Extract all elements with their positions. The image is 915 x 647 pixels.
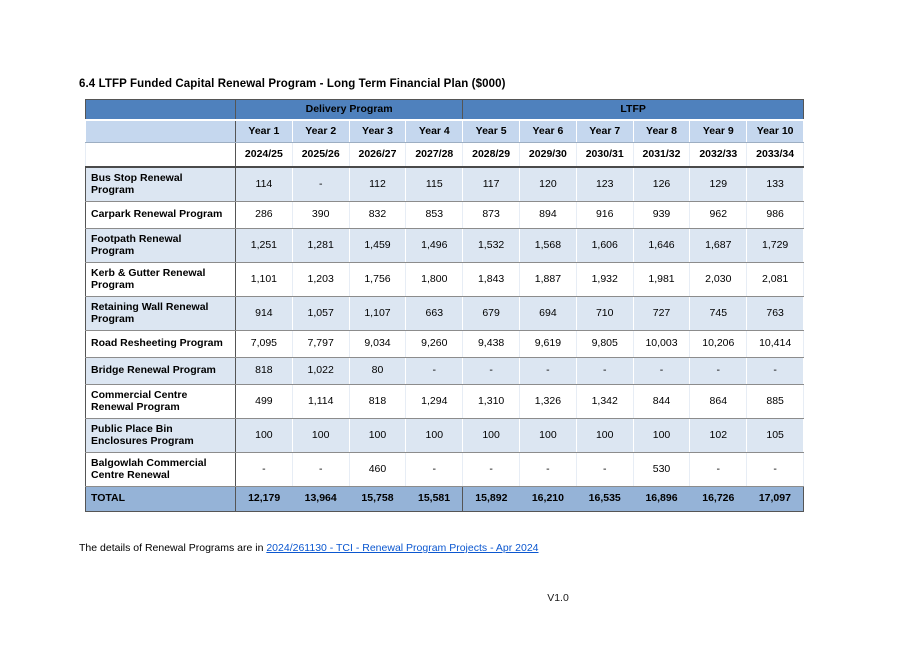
version-label: V1.0 [547, 592, 569, 604]
financial-year-header-cell: 2033/34 [747, 143, 804, 167]
value-cell: 1,310 [463, 384, 520, 418]
program-row [86, 201, 804, 228]
program-row [86, 228, 804, 262]
value-cell: 1,646 [633, 228, 690, 262]
value-cell: 763 [747, 296, 804, 330]
value-cell: 1,887 [520, 262, 577, 296]
value-cell: 914 [236, 296, 293, 330]
value-cell: 102 [690, 418, 747, 452]
value-cell: 1,022 [292, 357, 349, 384]
value-cell: 9,034 [349, 330, 406, 357]
value-cell: 2,081 [747, 262, 804, 296]
ltfp-renewal-program-table [85, 99, 804, 512]
value-cell: 9,805 [576, 330, 633, 357]
value-cell: 100 [633, 418, 690, 452]
value-cell: 962 [690, 201, 747, 228]
value-cell: 1,057 [292, 296, 349, 330]
value-cell: 853 [406, 201, 463, 228]
value-cell: - [576, 357, 633, 384]
value-cell: 9,260 [406, 330, 463, 357]
value-cell: 100 [349, 418, 406, 452]
program-row [86, 418, 804, 452]
total-value-cell: 16,535 [576, 486, 633, 511]
value-cell: - [463, 357, 520, 384]
program-label-cell: Retaining Wall Renewal Program [86, 296, 236, 330]
value-cell: 100 [292, 418, 349, 452]
financial-year-header-cell: 2030/31 [576, 143, 633, 167]
year-header-cell: Year 6 [520, 120, 577, 143]
value-cell: 844 [633, 384, 690, 418]
value-cell: 100 [520, 418, 577, 452]
value-cell: 679 [463, 296, 520, 330]
value-cell: 1,606 [576, 228, 633, 262]
value-cell: - [292, 452, 349, 486]
total-value-cell: 16,896 [633, 486, 690, 511]
value-cell: 1,101 [236, 262, 293, 296]
band-corner-cell [86, 100, 236, 120]
value-cell: 460 [349, 452, 406, 486]
program-label-cell: Public Place Bin Enclosures Program [86, 418, 236, 452]
value-cell: 105 [747, 418, 804, 452]
value-cell: 1,294 [406, 384, 463, 418]
financial-year-header-cell: 2029/30 [520, 143, 577, 167]
footer-text: The details of Renewal Programs are in [79, 542, 267, 554]
program-label-cell: Bus Stop Renewal Program [86, 167, 236, 202]
value-cell: 1,800 [406, 262, 463, 296]
value-cell: 126 [633, 167, 690, 202]
value-cell: 2,030 [690, 262, 747, 296]
value-cell: 100 [463, 418, 520, 452]
value-cell: 745 [690, 296, 747, 330]
program-label-cell: Kerb & Gutter Renewal Program [86, 262, 236, 296]
program-label-cell: Road Resheeting Program [86, 330, 236, 357]
total-value-cell: 16,210 [520, 486, 577, 511]
value-cell: - [406, 452, 463, 486]
value-cell: 120 [520, 167, 577, 202]
value-cell: 1,459 [349, 228, 406, 262]
financial-year-header-cell: 2032/33 [690, 143, 747, 167]
value-cell: 129 [690, 167, 747, 202]
value-cell: 1,114 [292, 384, 349, 418]
value-cell: 864 [690, 384, 747, 418]
financial-year-header-cell: 2031/32 [633, 143, 690, 167]
value-cell: 663 [406, 296, 463, 330]
program-row [86, 296, 804, 330]
value-cell: 1,251 [236, 228, 293, 262]
program-row [86, 452, 804, 486]
total-value-cell: 12,179 [236, 486, 293, 511]
program-label-cell: Balgowlah Commercial Centre Renewal [86, 452, 236, 486]
value-cell: 80 [349, 357, 406, 384]
value-cell: 100 [236, 418, 293, 452]
program-row [86, 384, 804, 418]
program-row [86, 357, 804, 384]
financial-year-header-cell: 2024/25 [236, 143, 293, 167]
value-cell: 873 [463, 201, 520, 228]
year-header-cell: Year 3 [349, 120, 406, 143]
value-cell: - [633, 357, 690, 384]
value-cell: 694 [520, 296, 577, 330]
value-cell: - [690, 452, 747, 486]
value-cell: 939 [633, 201, 690, 228]
program-row [86, 167, 804, 202]
value-cell: 727 [633, 296, 690, 330]
year-header-cell: Year 7 [576, 120, 633, 143]
value-cell: 1,342 [576, 384, 633, 418]
total-value-cell: 15,892 [463, 486, 520, 511]
renewal-projects-link[interactable]: 2024/261130 - TCI - Renewal Program Projects - Apr 2024 [266, 542, 539, 554]
value-cell: 123 [576, 167, 633, 202]
value-cell: 1,107 [349, 296, 406, 330]
value-cell: 1,687 [690, 228, 747, 262]
value-cell: 916 [576, 201, 633, 228]
value-cell: 832 [349, 201, 406, 228]
value-cell: 1,326 [520, 384, 577, 418]
value-cell: 390 [292, 201, 349, 228]
financial-year-header-cell: 2026/27 [349, 143, 406, 167]
value-cell: 1,729 [747, 228, 804, 262]
total-label-cell: TOTAL [86, 486, 236, 511]
total-value-cell: 13,964 [292, 486, 349, 511]
value-cell: - [406, 357, 463, 384]
value-cell: 1,203 [292, 262, 349, 296]
program-row [86, 262, 804, 296]
year-header-cell: Year 2 [292, 120, 349, 143]
value-cell: - [747, 357, 804, 384]
value-cell: 1,981 [633, 262, 690, 296]
value-cell: 112 [349, 167, 406, 202]
total-value-cell: 17,097 [747, 486, 804, 511]
total-value-cell: 15,758 [349, 486, 406, 511]
band-header-ltfp: LTFP [463, 100, 804, 120]
year-header-cell: Year 5 [463, 120, 520, 143]
year-header-row [86, 120, 804, 143]
financial-year-corner-cell [86, 143, 236, 167]
total-value-cell: 16,726 [690, 486, 747, 511]
year-header-cell: Year 8 [633, 120, 690, 143]
value-cell: 1,568 [520, 228, 577, 262]
year-header-cell: Year 1 [236, 120, 293, 143]
value-cell: 1,281 [292, 228, 349, 262]
value-cell: 117 [463, 167, 520, 202]
value-cell: 10,206 [690, 330, 747, 357]
page-title: 6.4 LTFP Funded Capital Renewal Program - Long Term Financial Plan ($000) [79, 78, 506, 90]
value-cell: 499 [236, 384, 293, 418]
value-cell: - [520, 357, 577, 384]
value-cell: 530 [633, 452, 690, 486]
program-row [86, 330, 804, 357]
financial-year-header-cell: 2027/28 [406, 143, 463, 167]
value-cell: 818 [349, 384, 406, 418]
value-cell: 286 [236, 201, 293, 228]
value-cell: 885 [747, 384, 804, 418]
financial-year-header-cell: 2028/29 [463, 143, 520, 167]
value-cell: 1,843 [463, 262, 520, 296]
value-cell: 100 [406, 418, 463, 452]
value-cell: 10,003 [633, 330, 690, 357]
program-label-cell: Commercial Centre Renewal Program [86, 384, 236, 418]
value-cell: 115 [406, 167, 463, 202]
year-header-cell: Year 4 [406, 120, 463, 143]
program-label-cell: Footpath Renewal Program [86, 228, 236, 262]
value-cell: 1,532 [463, 228, 520, 262]
value-cell: 10,414 [747, 330, 804, 357]
year-header-cell: Year 10 [747, 120, 804, 143]
value-cell: 9,438 [463, 330, 520, 357]
band-header-row [86, 100, 804, 120]
value-cell: - [690, 357, 747, 384]
value-cell: 986 [747, 201, 804, 228]
band-header-delivery-program: Delivery Program [236, 100, 463, 120]
value-cell: - [520, 452, 577, 486]
value-cell: - [236, 452, 293, 486]
total-value-cell: 15,581 [406, 486, 463, 511]
value-cell: 9,619 [520, 330, 577, 357]
total-row [86, 486, 804, 511]
program-label-cell: Carpark Renewal Program [86, 201, 236, 228]
value-cell: 818 [236, 357, 293, 384]
value-cell: 1,496 [406, 228, 463, 262]
value-cell: 894 [520, 201, 577, 228]
value-cell: 100 [576, 418, 633, 452]
value-cell: 1,932 [576, 262, 633, 296]
value-cell: - [576, 452, 633, 486]
year-header-cell: Year 9 [690, 120, 747, 143]
financial-year-header-cell: 2025/26 [292, 143, 349, 167]
footer-note [79, 542, 539, 554]
value-cell: - [463, 452, 520, 486]
value-cell: 1,756 [349, 262, 406, 296]
value-cell: 133 [747, 167, 804, 202]
year-corner-cell [86, 120, 236, 143]
value-cell: 114 [236, 167, 293, 202]
value-cell: - [747, 452, 804, 486]
program-label-cell: Bridge Renewal Program [86, 357, 236, 384]
financial-year-header-row [86, 143, 804, 167]
value-cell: 7,095 [236, 330, 293, 357]
value-cell: 710 [576, 296, 633, 330]
value-cell: - [292, 167, 349, 202]
value-cell: 7,797 [292, 330, 349, 357]
